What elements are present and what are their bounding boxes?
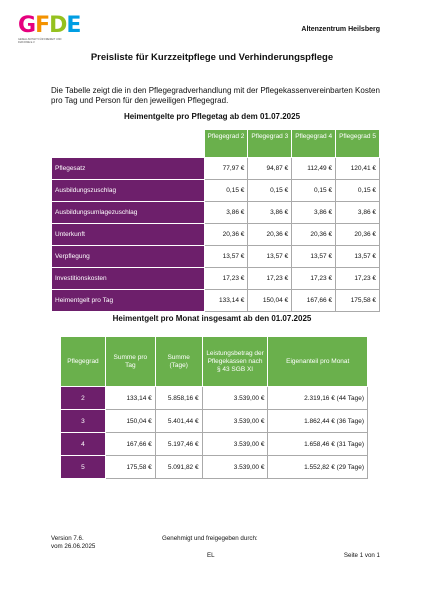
- cell-value: 20,36 €: [336, 224, 380, 246]
- cell-benefit: 3.539,00 €: [202, 456, 268, 479]
- cell-value: 0,15 €: [336, 180, 380, 202]
- header-grade-4: Pflegegrad 4: [292, 130, 336, 158]
- cell-total: 5.197,46 €: [155, 433, 202, 456]
- cell-value: 3,86 €: [248, 202, 292, 224]
- cell-total: 5.401,44 €: [155, 410, 202, 433]
- daily-rates-table: [51, 129, 380, 312]
- version-text: Version 7.6.: [51, 535, 84, 542]
- cell-value: 150,04 €: [248, 290, 292, 312]
- row-label: Pflegesatz: [52, 158, 205, 180]
- logo-tagline: GESELLSCHAFT FÜR FREIZEIT UND DIAKONIE E.V.: [18, 38, 62, 44]
- header-grade-2: Pflegegrad 2: [204, 130, 248, 158]
- logo: [18, 13, 81, 48]
- cell-value: 3,86 €: [204, 202, 248, 224]
- header-total: Summe (Tage): [155, 337, 202, 387]
- row-grade: 4: [61, 433, 106, 456]
- row-grade: 5: [61, 456, 106, 479]
- header-own-share: Eigenanteil pro Monat: [268, 337, 368, 387]
- org-name: Altenzentrum Heilsberg: [301, 26, 380, 33]
- cell-value: 167,66 €: [292, 290, 336, 312]
- table-header-row: [52, 130, 380, 158]
- cell-value: 13,57 €: [336, 246, 380, 268]
- cell-value: 20,36 €: [204, 224, 248, 246]
- footer-approved: Genehmigt und freigegeben durch:: [162, 535, 258, 542]
- header-grade-5: Pflegegrad 5: [336, 130, 380, 158]
- cell-value: 17,23 €: [248, 268, 292, 290]
- cell-value: 13,57 €: [248, 246, 292, 268]
- cell-value: 17,23 €: [336, 268, 380, 290]
- cell-value: 13,57 €: [292, 246, 336, 268]
- cell-value: 20,36 €: [248, 224, 292, 246]
- page-title: Preisliste für Kurzzeitpflege und Verhinderungspflege: [90, 52, 334, 63]
- cell-benefit: 3.539,00 €: [202, 387, 268, 410]
- logo-text: GFDE: [18, 13, 81, 38]
- cell-value: 0,15 €: [204, 180, 248, 202]
- footer-page-number: Seite 1 von 1: [343, 552, 380, 559]
- row-label: Unterkunft: [52, 224, 205, 246]
- intro-text: Die Tabelle zeigt die in den Pflegegradverhandlung mit der Pflegekassenvereinbarten Kosten pro Tag und Person für den jeweiligen Pflegegrad.: [51, 86, 380, 105]
- cell-value: 13,57 €: [204, 246, 248, 268]
- cell-value: 20,36 €: [292, 224, 336, 246]
- table-row: [52, 158, 380, 180]
- cell-value: 77,97 €: [204, 158, 248, 180]
- row-label: Heimentgelt pro Tag: [52, 290, 205, 312]
- table-row: [52, 202, 380, 224]
- row-grade: 3: [61, 410, 106, 433]
- daily-table-heading: Heimentgelte pro Pflegetag ab dem 01.07.2025: [123, 112, 301, 121]
- cell-own-share: 1.552,82 € (29 Tage): [268, 456, 368, 479]
- cell-value: 17,23 €: [292, 268, 336, 290]
- cell-value: 3,86 €: [292, 202, 336, 224]
- row-label: Ausbildungsumlagezuschlag: [52, 202, 205, 224]
- table-row: [61, 456, 368, 479]
- header-grade: Pflegegrad: [61, 337, 106, 387]
- table-row: [52, 290, 380, 312]
- cell-value: 0,15 €: [248, 180, 292, 202]
- monthly-table-heading: Heimentgelt pro Monat insgesamt ab den 01.07.2025: [112, 314, 312, 323]
- table-row: [52, 268, 380, 290]
- table-row: [61, 387, 368, 410]
- cell-value: 120,41 €: [336, 158, 380, 180]
- row-label: Verpflegung: [52, 246, 205, 268]
- monthly-rates-table: [60, 336, 368, 479]
- cell-per-day: 150,04 €: [105, 410, 155, 433]
- cell-total: 5.858,16 €: [155, 387, 202, 410]
- cell-value: 17,23 €: [204, 268, 248, 290]
- cell-benefit: 3.539,00 €: [202, 433, 268, 456]
- table-row: [52, 246, 380, 268]
- table-row: [61, 433, 368, 456]
- row-label: Investitionskosten: [52, 268, 205, 290]
- cell-value: 94,87 €: [248, 158, 292, 180]
- cell-value: 3,86 €: [336, 202, 380, 224]
- version-date: vom 26.06.2025: [51, 543, 96, 550]
- cell-total: 5.091,82 €: [155, 456, 202, 479]
- header-grade-3: Pflegegrad 3: [248, 130, 292, 158]
- cell-own-share: 2.319,16 € (44 Tage): [268, 387, 368, 410]
- header-blank: [52, 130, 205, 158]
- row-label: Ausbildungszuschlag: [52, 180, 205, 202]
- header-benefit: Leistungsbetrag der Pflegekassen nach § 43 SGB XI: [202, 337, 268, 387]
- row-grade: 2: [61, 387, 106, 410]
- cell-own-share: 1.862,44 € (36 Tage): [268, 410, 368, 433]
- cell-per-day: 133,14 €: [105, 387, 155, 410]
- header-per-day: Summe pro Tag: [105, 337, 155, 387]
- table-row: [52, 224, 380, 246]
- table-row: [61, 410, 368, 433]
- cell-benefit: 3.539,00 €: [202, 410, 268, 433]
- table-header-row: [61, 337, 368, 387]
- cell-value: 133,14 €: [204, 290, 248, 312]
- footer-approver: EL: [207, 552, 215, 559]
- cell-value: 0,15 €: [292, 180, 336, 202]
- table-row: [52, 180, 380, 202]
- cell-own-share: 1.658,46 € (31 Tage): [268, 433, 368, 456]
- cell-value: 175,58 €: [336, 290, 380, 312]
- cell-per-day: 175,58 €: [105, 456, 155, 479]
- cell-per-day: 167,66 €: [105, 433, 155, 456]
- cell-value: 112,49 €: [292, 158, 336, 180]
- footer-version: [51, 535, 95, 551]
